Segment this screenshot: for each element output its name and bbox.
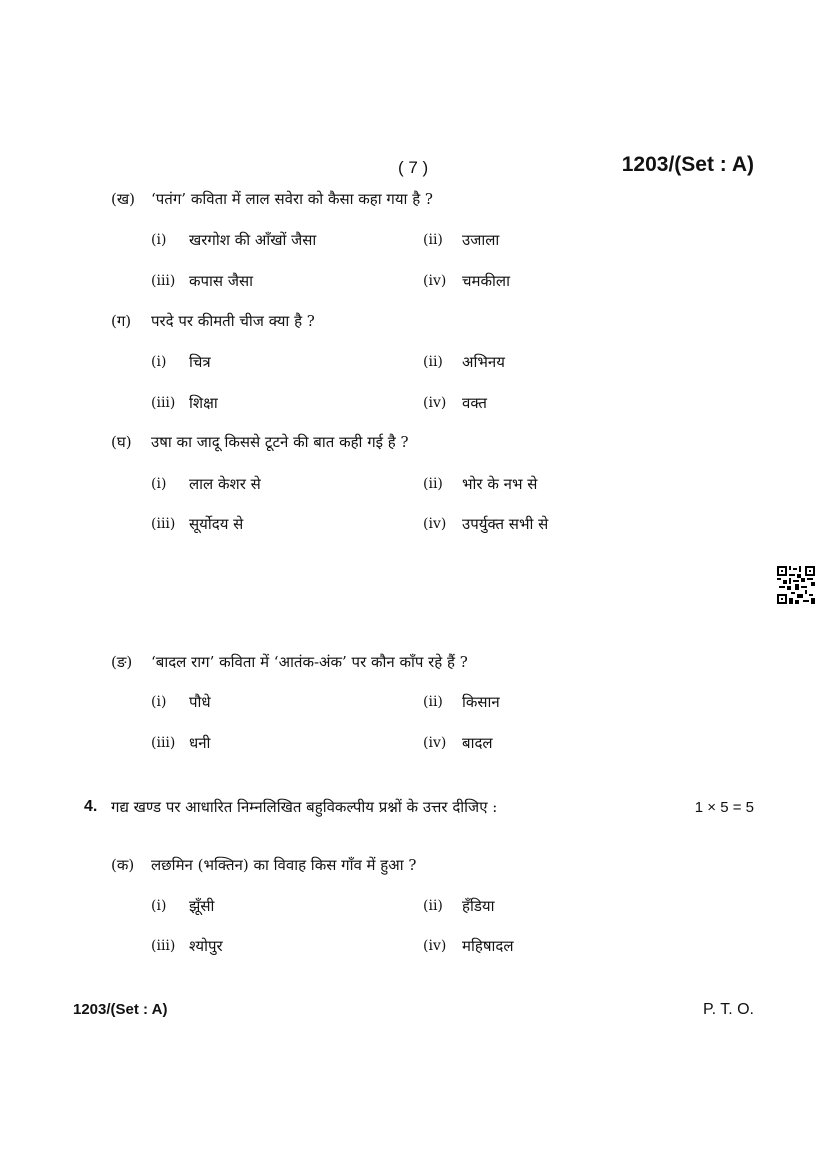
option-number: (iii) bbox=[151, 516, 176, 532]
option-number: (i) bbox=[151, 898, 167, 914]
option-text: महिषादल bbox=[462, 937, 514, 955]
section-marks: 1 × 5 = 5 bbox=[694, 799, 754, 816]
option-number: (iv) bbox=[423, 938, 447, 954]
option-number: (ii) bbox=[423, 898, 443, 914]
question-tag: (क) bbox=[111, 856, 135, 874]
question-text: उषा का जादू किससे टूटने की बात कही गई है ? bbox=[151, 433, 409, 451]
option-text: धनी bbox=[189, 734, 211, 752]
option-number: (ii) bbox=[423, 476, 443, 492]
option-text: लाल केशर से bbox=[189, 475, 261, 493]
option-text: श्योपुर bbox=[189, 937, 223, 955]
option-text: उपर्युक्त सभी से bbox=[462, 515, 549, 533]
paper-code-footer: 1203/(Set : A) bbox=[73, 1001, 168, 1018]
option-number: (i) bbox=[151, 476, 167, 492]
question-tag: (घ) bbox=[111, 433, 132, 451]
question-text: लछमिन (भक्तिन) का विवाह किस गाँव में हुआ ? bbox=[151, 856, 417, 874]
option-text: अभिनय bbox=[462, 353, 505, 371]
option-text: किसान bbox=[462, 693, 500, 711]
page-number: ( 7 ) bbox=[398, 158, 429, 177]
option-text: चमकीला bbox=[462, 272, 510, 290]
question-tag: (ग) bbox=[111, 312, 132, 330]
question-text: ‘बादल राग’ कविता में ‘आतंक-अंक’ पर कौन काँप रहे हैं ? bbox=[151, 653, 468, 671]
pto-label: P. T. O. bbox=[703, 1001, 754, 1018]
option-number: (iv) bbox=[423, 395, 447, 411]
option-text: सूर्योदय से bbox=[189, 515, 244, 533]
paper-code-header: 1203/(Set : A) bbox=[621, 153, 754, 176]
option-number: (iii) bbox=[151, 735, 176, 751]
option-number: (i) bbox=[151, 354, 167, 370]
option-text: हँडिया bbox=[462, 897, 495, 915]
option-text: पौधे bbox=[189, 693, 211, 711]
option-text: खरगोश की आँखों जैसा bbox=[189, 231, 317, 249]
option-number: (iv) bbox=[423, 273, 447, 289]
question-tag: (ङ) bbox=[111, 653, 133, 671]
option-number: (ii) bbox=[423, 694, 443, 710]
option-text: झूँसी bbox=[189, 897, 215, 915]
option-number: (iii) bbox=[151, 395, 176, 411]
option-text: बादल bbox=[462, 734, 493, 752]
qr-code-icon bbox=[777, 566, 815, 604]
option-text: वक्त bbox=[462, 394, 487, 412]
option-number: (iv) bbox=[423, 735, 447, 751]
option-number: (ii) bbox=[423, 232, 443, 248]
option-number: (ii) bbox=[423, 354, 443, 370]
section-instruction: गद्य खण्ड पर आधारित निम्नलिखित बहुविकल्पीय प्रश्नों के उत्तर दीजिए : bbox=[111, 798, 498, 816]
question-text: ‘पतंग’ कविता में लाल सवेरा को कैसा कहा गया है ? bbox=[151, 190, 433, 208]
option-text: चित्र bbox=[189, 353, 211, 371]
option-number: (i) bbox=[151, 694, 167, 710]
option-text: भोर के नभ से bbox=[462, 475, 538, 493]
option-text: शिक्षा bbox=[189, 394, 218, 412]
option-text: उजाला bbox=[462, 231, 500, 249]
question-tag: (ख) bbox=[111, 190, 135, 208]
option-number: (iii) bbox=[151, 938, 176, 954]
section-number: 4. bbox=[84, 798, 98, 815]
question-text: परदे पर कीमती चीज क्या है ? bbox=[151, 312, 315, 330]
option-number: (iii) bbox=[151, 273, 176, 289]
option-text: कपास जैसा bbox=[189, 272, 253, 290]
option-number: (i) bbox=[151, 232, 167, 248]
option-number: (iv) bbox=[423, 516, 447, 532]
